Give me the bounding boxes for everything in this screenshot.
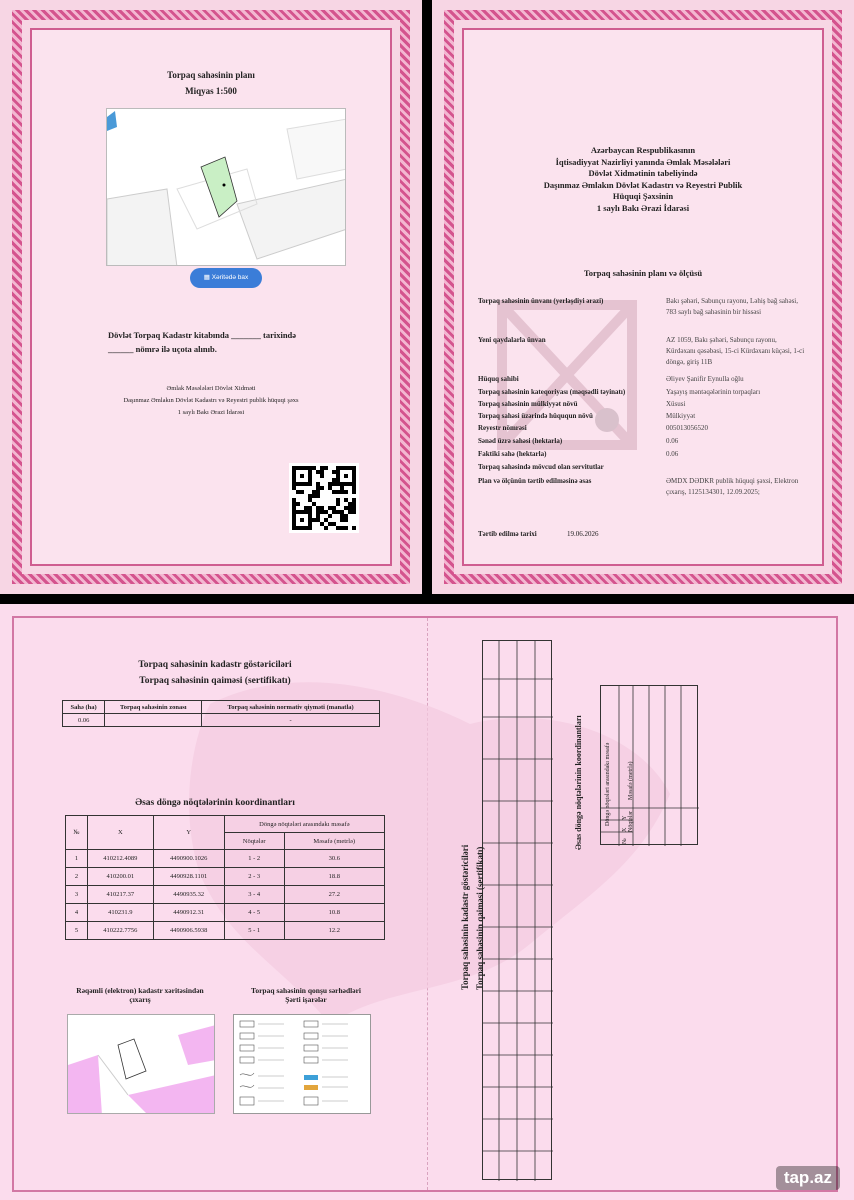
coords-cell: 27.2 — [284, 886, 384, 904]
map-view-button[interactable] — [190, 268, 262, 288]
coords-cell: 410217.37 — [88, 886, 154, 904]
coords-header: Məsafə (metrlə) — [284, 833, 384, 850]
coords-header: Döngə nöqtələri arasındakı məsafə — [224, 816, 384, 833]
rotated-xy-x: X — [622, 827, 628, 832]
header-line: 1 saylı Bakı Ərazi İdarəsi — [596, 202, 690, 213]
plan-title: Torpaq sahəsinin planı — [167, 70, 255, 80]
neighbors-title-line: Torpaq sahəsinin qonşu sərhədləri — [251, 986, 361, 995]
site-watermark: tap.az — [776, 1166, 840, 1190]
info-value: Mülkiyyət — [666, 412, 696, 420]
coords-cell: 410231.9 — [88, 904, 154, 922]
coords-title: Əsas döngə nöqtələrinin koordinantları — [135, 798, 295, 808]
cadastre-cell: - — [202, 714, 380, 727]
plan-page — [0, 0, 422, 594]
plan-scale: Miqyas 1:500 — [185, 86, 237, 96]
registry-line1: Dövlət Torpaq Kadastr kitabında _______ tarixində — [108, 330, 297, 340]
cadastre-header: Torpaq sahəsinin normativ qiyməti (manatla) — [202, 701, 380, 714]
org-line2: Daşınmaz Əmlakın Dövlət Kadastrı və Reyestri publik hüquqi şəxs — [123, 397, 299, 404]
info-value: 0.06 — [666, 437, 679, 445]
coords-cell: 5 — [66, 922, 88, 940]
table-row — [66, 886, 385, 904]
info-key: Plan və ölçünün tərtib edilməsinə əsas — [478, 477, 592, 485]
authority-header — [432, 145, 854, 214]
coords-cell: 3 - 4 — [224, 886, 284, 904]
electronic-title-line: çıxarış — [129, 995, 151, 1004]
header-line: Azərbaycan Respublikasının — [590, 145, 696, 155]
coords-table — [65, 815, 385, 940]
coords-header: № — [66, 816, 88, 850]
coords-cell: 10.8 — [284, 904, 384, 922]
coords-cell: 12.2 — [284, 922, 384, 940]
cadastre-cell — [105, 714, 202, 727]
neighbors-title-line: Şərti işarələr — [285, 995, 327, 1004]
info-key: Yeni qaydalarla ünvan — [478, 336, 546, 344]
header-line: Dövlət Xidmətinin tabeliyində — [588, 168, 698, 178]
info-value: 005013056520 — [666, 424, 708, 432]
rotated-dist-label: Döngə nöqtələri arasındakı məsafə — [605, 742, 611, 826]
electronic-map[interactable] — [67, 1014, 215, 1114]
rotated-coords-title: Əsas döngə nöqtələrinin koordinantları — [574, 715, 583, 850]
info-key: Torpaq sahəsi üzərində hüququn növü — [478, 412, 593, 420]
legend-box — [233, 1014, 371, 1114]
table-row — [66, 868, 385, 886]
info-key: Faktiki sahə (hektarla) — [478, 450, 547, 458]
coords-cell: 5 - 1 — [224, 922, 284, 940]
cadastre-header: Sahə (ha) — [63, 701, 105, 714]
info-key: Torpaq sahəsinin mülkiyyət növü — [478, 400, 578, 408]
info-key: Torpaq sahəsində mövcud olan servitutlar — [478, 463, 604, 471]
coords-cell: 410200.01 — [88, 868, 154, 886]
table-row — [66, 850, 385, 868]
coords-cell: 410222.7756 — [88, 922, 154, 940]
org-line1: Əmlak Məsələləri Dövlət Xidməti — [166, 385, 256, 392]
rotated-distance-table — [600, 685, 698, 845]
cadastre-table — [62, 700, 380, 727]
coords-cell: 4490935.32 — [153, 886, 224, 904]
registry-line2: ______ nömrə ilə uçota alınıb. — [108, 344, 217, 354]
header-line: İqtisadiyyat Nazirliyi yanında Əmlak Məsələləri — [555, 156, 731, 167]
coords-header: X — [88, 816, 154, 850]
coords-cell: 4 — [66, 904, 88, 922]
cadastre-cell: 0.06 — [63, 714, 105, 727]
table-row — [66, 922, 385, 940]
coords-cell: 2 — [66, 868, 88, 886]
date-label: Tərtib edilmə tarixi — [478, 530, 537, 538]
info-key: Hüquq sahibi — [478, 375, 519, 383]
electronic-title-line: Rəqəmli (elektron) kadastr xəritəsindən — [76, 986, 204, 995]
map-view-button-label: Xəritədə bax — [211, 274, 249, 281]
coords-cell: 30.6 — [284, 850, 384, 868]
info-value: Xüsusi — [666, 400, 686, 408]
coords-cell: 18.8 — [284, 868, 384, 886]
info-value: Bakı şəhəri, Sabunçu rayonu, Ləhiş bağ sahəsi, 783 saylı bağ sahəsinin bir hissəsi — [666, 297, 798, 316]
neighbors-title — [226, 986, 386, 1004]
coords-cell: 4490900.1026 — [153, 850, 224, 868]
cadastre-title: Torpaq sahəsinin kadastr göstəriciləri — [138, 660, 292, 670]
table-row — [66, 904, 385, 922]
coords-cell: 4 - 5 — [224, 904, 284, 922]
info-key: Sənəd üzrə sahəsi (hektarla) — [478, 437, 563, 445]
cadastre-header: Torpaq sahəsinin zonası — [105, 701, 202, 714]
coords-header: Y — [153, 816, 224, 850]
qr-code[interactable] — [289, 463, 359, 533]
rotated-title2: Torpaq sahəsinin qaiməsi (sertifikatı) — [475, 846, 485, 990]
rotated-xy-y: Y — [622, 815, 628, 820]
info-key: Torpaq sahəsinin ünvanı (yerləşdiyi ərazi) — [478, 297, 604, 305]
info-value: AZ 1059, Bakı şəhəri, Sabunçu rayonu, Kürdəxanı qəsəbəsi, 15-ci Kürdəxanı küçəsi, 1-ci döngə, giriş 11B — [666, 336, 805, 366]
coords-cell: 4490928.1101 — [153, 868, 224, 886]
coords-cell: 410212.4089 — [88, 850, 154, 868]
date-value: 19.06.2026 — [567, 530, 599, 538]
info-value: Yaşayış məntəqələrinin torpaqları — [666, 388, 761, 396]
coords-cell: 4490906.5938 — [153, 922, 224, 940]
plot-map[interactable] — [106, 108, 346, 266]
coords-cell: 4490912.31 — [153, 904, 224, 922]
rotated-dist-meter: Məsafə (metrlə) — [628, 761, 634, 800]
rotated-title1: Torpaq sahəsinin kadastr göstəriciləri — [460, 844, 470, 990]
header-line: Hüquqi Şəxsinin — [612, 191, 674, 201]
section-title: Torpaq sahəsinin planı və ölçüsü — [583, 268, 703, 278]
electronic-title — [50, 986, 230, 1004]
rotated-dist-points: Nöqtələr — [628, 811, 634, 832]
info-value: Əliyev Şanifir Eynulla oğlu — [666, 375, 744, 383]
info-key: Reyestr nömrəsi — [478, 424, 527, 432]
org-line3: 1 saylı Bakı Ərazi İdarəsi — [177, 409, 245, 416]
rotated-xy-no: № — [622, 838, 628, 844]
info-value: ƏMDX DƏDKR publik hüquqi şəxsi, Elektron çıxarış, 1125134301, 12.09.2025; — [666, 477, 799, 496]
coords-cell: 2 - 3 — [224, 868, 284, 886]
info-value: 0.06 — [666, 450, 679, 458]
coords-cell: 3 — [66, 886, 88, 904]
map-icon: ▦ — [203, 274, 212, 281]
coords-header: Nöqtələr — [224, 833, 284, 850]
rotated-price-table — [482, 640, 552, 1180]
coords-cell: 1 - 2 — [224, 850, 284, 868]
certificate-title: Torpaq sahəsinin qaiməsi (sertifikatı) — [139, 676, 291, 686]
coords-cell: 1 — [66, 850, 88, 868]
info-key: Torpaq sahəsinin kateqoriyası (məqsədli təyinatı) — [478, 388, 626, 396]
header-line: Daşınmaz Əmlakın Dövlət Kadastrı və Reyestri Publik — [543, 179, 743, 190]
